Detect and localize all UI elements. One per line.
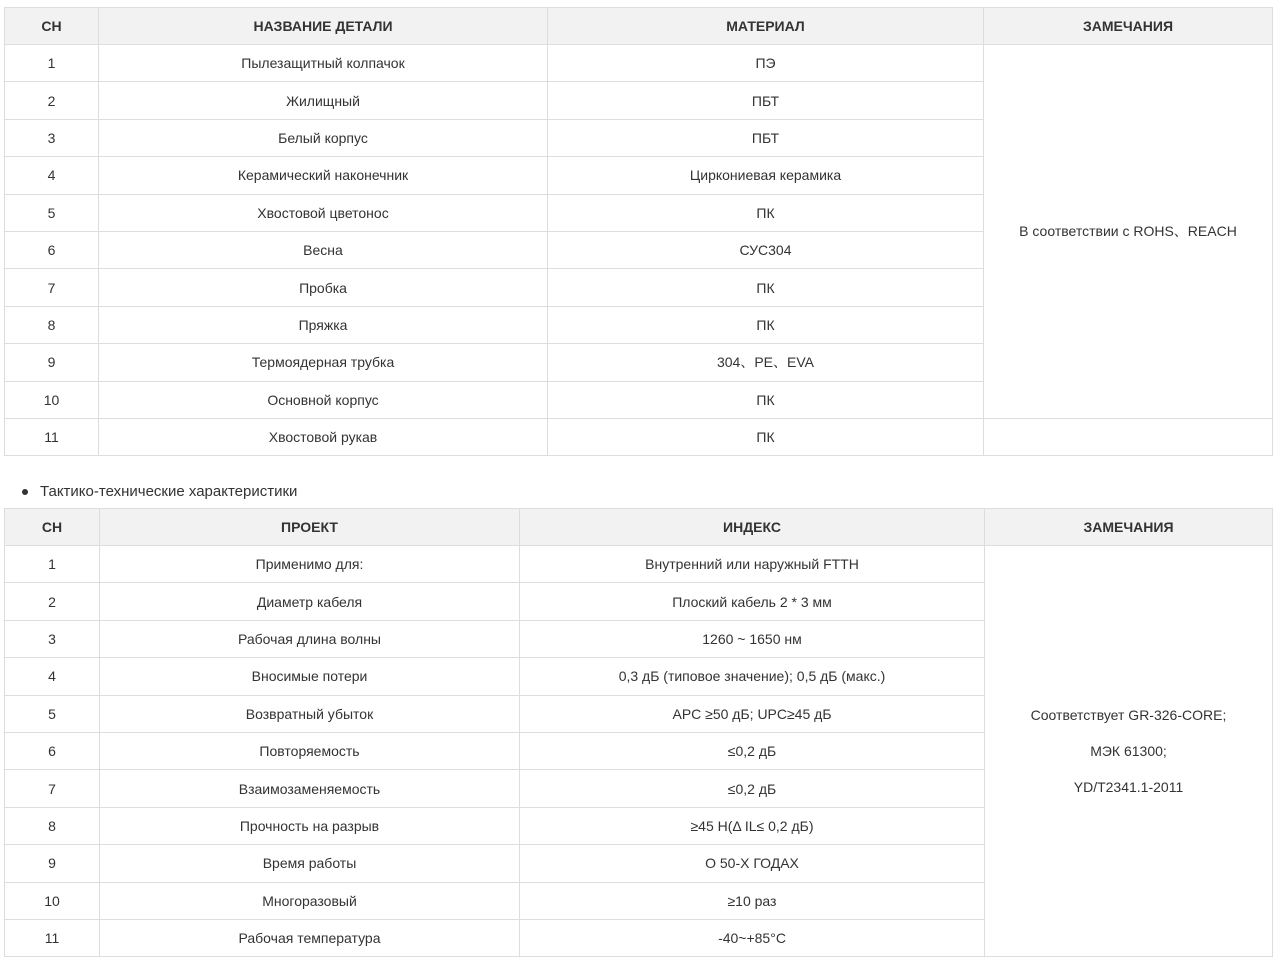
header-material: МАТЕРИАЛ: [548, 8, 984, 45]
cell-project: Диаметр кабеля: [100, 583, 520, 620]
cell-part-name: Белый корпус: [99, 119, 548, 156]
cell-index: ≤0,2 дБ: [520, 732, 985, 769]
header-part-name: НАЗВАНИЕ ДЕТАЛИ: [99, 8, 548, 45]
cell-index: ≥45 Н(Δ IL≤ 0,2 дБ): [520, 807, 985, 844]
cell-remark: В соответствии с ROHS、REACH: [984, 45, 1273, 419]
specs-table: [4, 508, 1273, 957]
cell-project: Применимо для:: [100, 546, 520, 583]
cell-index: ≤0,2 дБ: [520, 770, 985, 807]
cell-sn: 8: [5, 306, 99, 343]
cell-sn: 10: [5, 882, 100, 919]
cell-project: Возвратный убыток: [100, 695, 520, 732]
header-remarks: ЗАМЕЧАНИЯ: [985, 509, 1273, 546]
cell-material: ПЭ: [548, 45, 984, 82]
cell-sn: 3: [5, 620, 100, 657]
cell-index: APC ≥50 дБ; UPC≥45 дБ: [520, 695, 985, 732]
cell-material: СУС304: [548, 231, 984, 268]
specs-heading-text: Тактико-технические характеристики: [40, 483, 298, 500]
remark-line: YD/T2341.1-2011: [1073, 779, 1184, 796]
cell-part-name: Жилищный: [99, 82, 548, 119]
cell-sn: 6: [5, 732, 100, 769]
cell-part-name: Термоядерная трубка: [99, 344, 548, 381]
cell-project: Рабочая длина волны: [100, 620, 520, 657]
cell-project: Многоразовый: [100, 882, 520, 919]
cell-material: ПК: [548, 194, 984, 231]
cell-part-name: Пробка: [99, 269, 548, 306]
parts-table: [4, 7, 1273, 456]
bullet-dot-icon: [22, 489, 28, 495]
cell-sn: 9: [5, 344, 99, 381]
header-sn: СН: [5, 509, 100, 546]
cell-project: Взаимозаменяемость: [100, 770, 520, 807]
cell-sn: 1: [5, 45, 99, 82]
cell-part-name: Весна: [99, 231, 548, 268]
cell-sn: 2: [5, 82, 99, 119]
cell-sn: 10: [5, 381, 99, 418]
cell-index: 1260 ~ 1650 нм: [520, 620, 985, 657]
table-row: [5, 418, 1273, 455]
cell-project: Повторяемость: [100, 732, 520, 769]
remark-line: МЭК 61300;: [1090, 743, 1167, 760]
cell-part-name: Хвостовой цветонос: [99, 194, 548, 231]
cell-material: 304、PE、EVA: [548, 344, 984, 381]
cell-sn: 5: [5, 194, 99, 231]
cell-material: ПБТ: [548, 119, 984, 156]
cell-index: Внутренний или наружный FTTH: [520, 546, 985, 583]
cell-sn: 5: [5, 695, 100, 732]
cell-part-name: Хвостовой рукав: [99, 418, 548, 455]
cell-index: 0,3 дБ (типовое значение); 0,5 дБ (макс.): [520, 658, 985, 695]
cell-sn: 2: [5, 583, 100, 620]
cell-index: О 50-Х ГОДАХ: [520, 845, 985, 882]
cell-remarks: [985, 546, 1273, 957]
cell-part-name: Пряжка: [99, 306, 548, 343]
cell-material: ПК: [548, 418, 984, 455]
header-remarks: ЗАМЕЧАНИЯ: [984, 8, 1273, 45]
cell-material: ПК: [548, 269, 984, 306]
cell-sn: 8: [5, 807, 100, 844]
cell-index: Плоский кабель 2 * 3 мм: [520, 583, 985, 620]
cell-part-name: Керамический наконечник: [99, 157, 548, 194]
cell-project: Рабочая температура: [100, 919, 520, 956]
cell-project: Время работы: [100, 845, 520, 882]
cell-project: Прочность на разрыв: [100, 807, 520, 844]
cell-sn: 6: [5, 231, 99, 268]
cell-remark-empty: [984, 418, 1273, 455]
remark-line: Соответствует GR-326-CORE;: [1030, 707, 1227, 724]
cell-sn: 9: [5, 845, 100, 882]
cell-sn: 11: [5, 418, 99, 455]
cell-sn: 7: [5, 269, 99, 306]
cell-sn: 3: [5, 119, 99, 156]
cell-index: -40~+85°C: [520, 919, 985, 956]
cell-project: Вносимые потери: [100, 658, 520, 695]
cell-index: ≥10 раз: [520, 882, 985, 919]
specs-heading: [22, 483, 297, 500]
cell-sn: 7: [5, 770, 100, 807]
cell-sn: 11: [5, 919, 100, 956]
table-row: [5, 546, 1273, 583]
parts-header-row: [5, 8, 1273, 45]
header-project: ПРОЕКТ: [100, 509, 520, 546]
cell-part-name: Основной корпус: [99, 381, 548, 418]
cell-sn: 4: [5, 658, 100, 695]
table-row: [5, 45, 1273, 82]
cell-sn: 1: [5, 546, 100, 583]
cell-sn: 4: [5, 157, 99, 194]
header-sn: СН: [5, 8, 99, 45]
specs-header-row: [5, 509, 1273, 546]
cell-material: ПБТ: [548, 82, 984, 119]
cell-material: Циркониевая керамика: [548, 157, 984, 194]
cell-material: ПК: [548, 306, 984, 343]
cell-part-name: Пылезащитный колпачок: [99, 45, 548, 82]
cell-material: ПК: [548, 381, 984, 418]
header-index: ИНДЕКС: [520, 509, 985, 546]
